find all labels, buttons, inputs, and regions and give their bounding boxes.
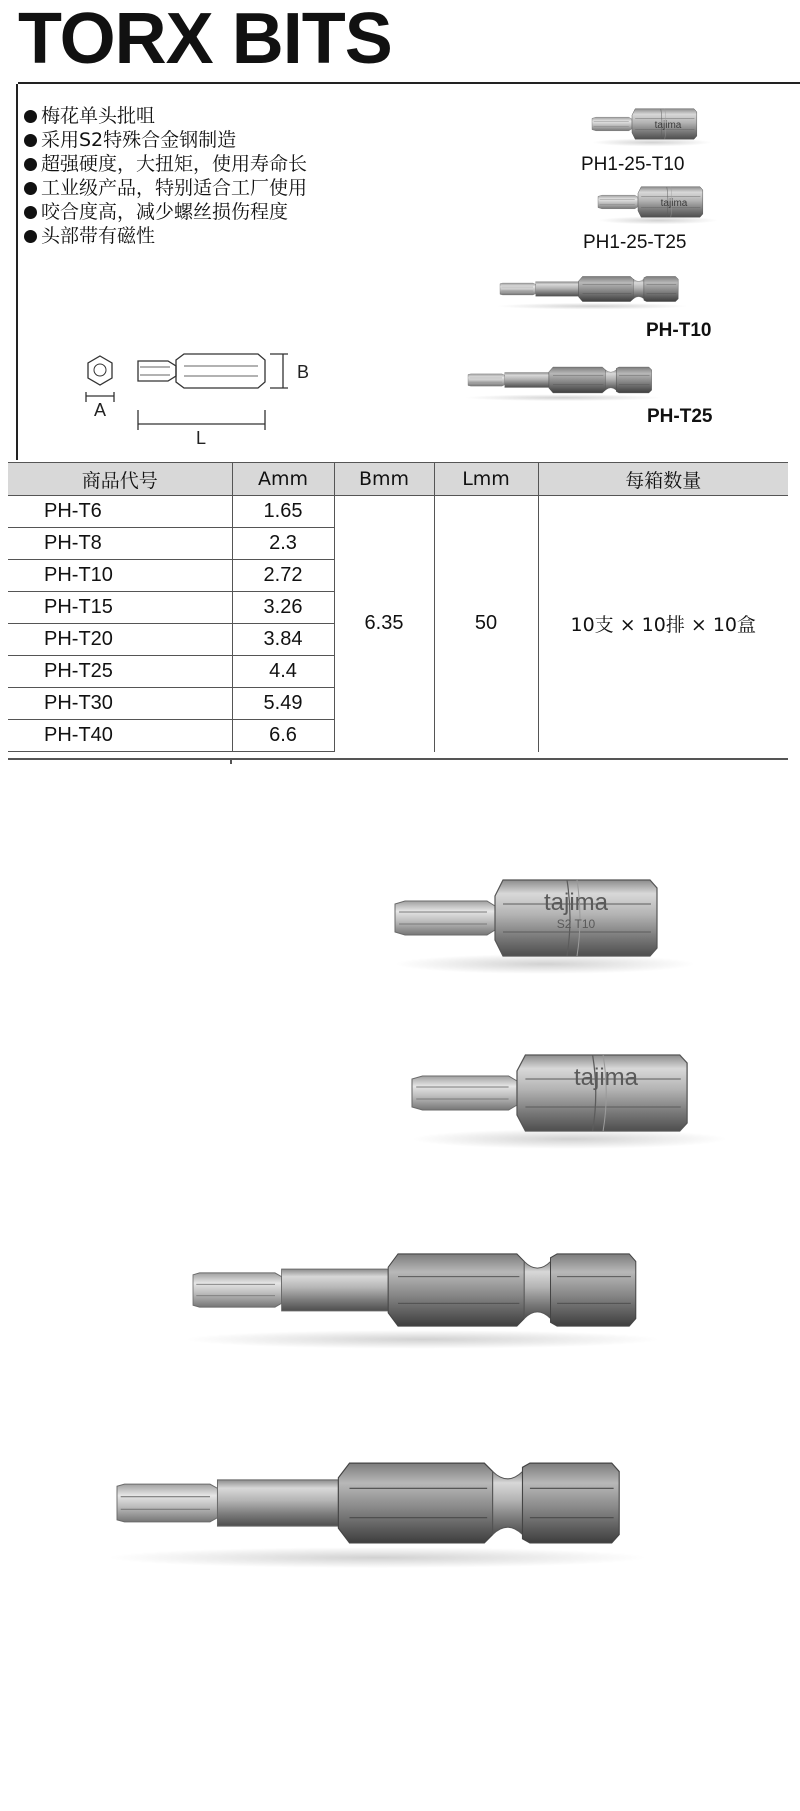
cell-a: 1.65: [232, 496, 334, 528]
table-bottom-rule: [8, 758, 788, 760]
dim-b-label: B: [297, 362, 310, 382]
dim-a-label: A: [93, 400, 107, 420]
header-quantity: 每箱数量: [538, 463, 788, 496]
feature-item: 工业级产品，特别适合工厂使用: [24, 176, 307, 200]
cell-quantity-merged: 10支 × 10排 × 10盒: [538, 496, 788, 752]
cell-a: 6.6: [232, 720, 334, 752]
thumb-brand-1: tajima: [654, 120, 682, 131]
cell-code: PH-T8: [8, 528, 232, 560]
feature-item: 头部带有磁性: [24, 224, 307, 248]
photo-bit-pht25-short: [412, 1055, 727, 1149]
thumb-bit-pht10-short: [592, 109, 712, 147]
header-product-code: 商品代号: [8, 463, 232, 496]
feature-item: 梅花单头批咀: [24, 104, 307, 128]
cell-code: PH-T30: [8, 688, 232, 720]
photo-marking-1: S2 T10: [556, 917, 596, 931]
photo-bit-pht10-long: [185, 1254, 661, 1349]
feature-item: 超强硬度，大扭矩，使用寿命长: [24, 152, 307, 176]
caption-ph1-25-t25: PH1-25-T25: [583, 232, 687, 253]
cell-l-merged: 50: [434, 496, 538, 752]
header-a-mm: Amm: [232, 463, 334, 496]
cell-code: PH-T15: [8, 592, 232, 624]
spec-table: [8, 462, 788, 752]
header-b-mm: Bmm: [334, 463, 434, 496]
cell-code: PH-T20: [8, 624, 232, 656]
thumb-bit-pht25-short: [598, 187, 718, 225]
cell-a: 4.4: [232, 656, 334, 688]
thumb-brand-2: tajima: [660, 198, 688, 209]
cell-a: 3.84: [232, 624, 334, 656]
table-tick: [230, 758, 232, 764]
thumb-bit-pht25-long: [465, 367, 662, 401]
dimension-diagram: [86, 354, 288, 430]
cell-code: PH-T6: [8, 496, 232, 528]
feature-item: 咬合度高，减少螺丝损伤程度: [24, 200, 307, 224]
cell-code: PH-T25: [8, 656, 232, 688]
cell-a: 2.72: [232, 560, 334, 592]
cell-a: 5.49: [232, 688, 334, 720]
table-header-row: [8, 463, 788, 496]
caption-ph-t25: PH-T25: [647, 406, 713, 427]
header-l-mm: Lmm: [434, 463, 538, 496]
cell-a: 2.3: [232, 528, 334, 560]
caption-ph1-25-t10: PH1-25-T10: [581, 154, 685, 175]
cell-code: PH-T10: [8, 560, 232, 592]
table-row: [8, 496, 788, 528]
hex-end-icon: [88, 356, 112, 385]
photo-brand-2: tajima: [573, 1064, 639, 1091]
page-title: TORX BITS: [18, 0, 392, 79]
cell-code: PH-T40: [8, 720, 232, 752]
feature-item: 采用S2特殊合金钢制造: [24, 128, 307, 152]
dim-l-label: L: [195, 428, 207, 448]
thumb-bit-pht10-long: [497, 276, 688, 309]
photo-bit-pht25-long: [108, 1463, 647, 1568]
cell-a: 3.26: [232, 592, 334, 624]
cell-b-merged: 6.35: [334, 496, 434, 752]
caption-ph-t10: PH-T10: [646, 320, 712, 341]
photo-brand-1: tajima: [543, 889, 609, 916]
